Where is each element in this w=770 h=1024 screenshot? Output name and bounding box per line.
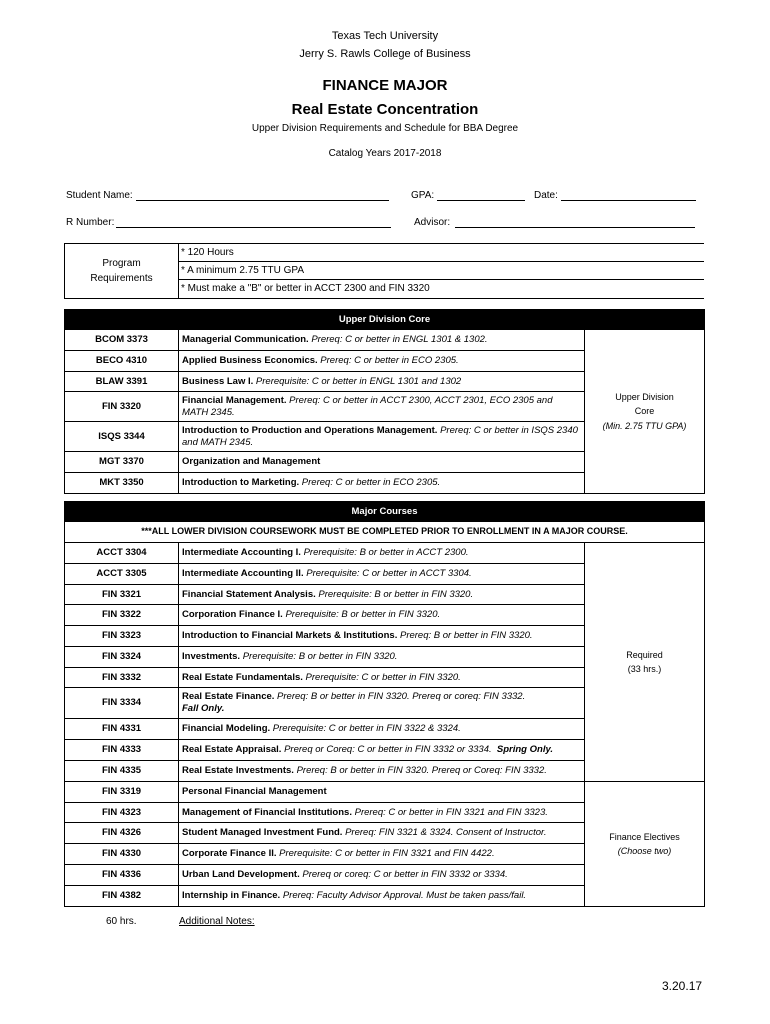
course-code: FIN 3320	[65, 392, 179, 422]
course-description: Personal Financial Management	[179, 782, 585, 803]
course-description: Introduction to Marketing. Prereq: C or better in ECO 2305.	[179, 473, 585, 494]
course-code: BLAW 3391	[65, 372, 179, 392]
course-code: FIN 4323	[65, 803, 179, 823]
course-code: ACCT 3305	[65, 564, 179, 585]
course-description: Introduction to Production and Operations Management. Prereq: C or better in ISQS 2340 and MATH 2345.	[179, 422, 585, 452]
course-description: Managerial Communication. Prereq: C or better in ENGL 1301 & 1302.	[179, 330, 585, 351]
document-subtitle: Upper Division Requirements and Schedule for BBA Degree	[251, 123, 519, 134]
advisor-label: Advisor:	[414, 217, 451, 228]
course-code: ISQS 3344	[65, 422, 179, 452]
total-hours: 60 hrs.	[106, 916, 137, 927]
program-requirements-label: Program Requirements	[65, 244, 179, 298]
program-requirements	[64, 243, 704, 299]
course-row	[65, 543, 705, 564]
required-side-label: Required (33 hrs.)	[585, 543, 705, 782]
course-description: Student Managed Investment Fund. Prereq: FIN 3321 & 3324. Consent of Instructor.	[179, 823, 585, 844]
course-description: Financial Statement Analysis. Prerequisite: B or better in FIN 3320.	[179, 585, 585, 605]
course-description: Real Estate Appraisal. Prereq or Coreq: C or better in FIN 3332 or 3334. Spring Only.	[179, 740, 585, 761]
course-code: MKT 3350	[65, 473, 179, 494]
course-description: Business Law I. Prerequisite: C or better in ENGL 1301 and 1302	[179, 372, 585, 392]
course-code: BCOM 3373	[65, 330, 179, 351]
date-label: Date:	[534, 190, 558, 201]
course-code: FIN 3322	[65, 605, 179, 626]
course-description: Applied Business Economics. Prereq: C or better in ECO 2305.	[179, 351, 585, 372]
course-code: BECO 4310	[65, 351, 179, 372]
course-description: Financial Modeling. Prerequisite: C or better in FIN 3322 & 3324.	[179, 719, 585, 740]
upper-core-side-label: Upper Division Core (Min. 2.75 TTU GPA)	[585, 330, 705, 494]
course-code: FIN 4382	[65, 886, 179, 907]
course-description: Urban Land Development. Prereq or coreq: C or better in FIN 3332 or 3334.	[179, 865, 585, 886]
course-code: FIN 4336	[65, 865, 179, 886]
catalog-years: Catalog Years 2017-2018	[328, 148, 442, 159]
course-code: FIN 4335	[65, 761, 179, 782]
document-version: 3.20.17	[662, 979, 703, 993]
rnumber-label: R Number:	[66, 217, 115, 228]
course-code: FIN 3332	[65, 668, 179, 688]
gpa-label: GPA:	[411, 190, 435, 201]
course-description: Real Estate Finance. Prereq: B or better in FIN 3320. Prereq or coreq: FIN 3332. Fall Only.	[179, 688, 585, 719]
course-code: FIN 3334	[65, 688, 179, 719]
college-name: Jerry S. Rawls College of Business	[299, 48, 471, 60]
course-code: FIN 3319	[65, 782, 179, 803]
course-code: FIN 4331	[65, 719, 179, 740]
course-description: Introduction to Financial Markets & Institutions. Prereq: B or better in FIN 3320.	[179, 626, 585, 647]
course-code: FIN 3321	[65, 585, 179, 605]
student-name-label: Student Name:	[66, 190, 133, 201]
course-code: FIN 3323	[65, 626, 179, 647]
course-description: Intermediate Accounting I. Prerequisite: B or better in ACCT 2300.	[179, 543, 585, 564]
course-description: Investments. Prerequisite: B or better in FIN 3320.	[179, 647, 585, 668]
additional-notes-label: Additional Notes:	[179, 916, 255, 927]
course-description: Internship in Finance. Prereq: Faculty Advisor Approval. Must be taken pass/fail.	[179, 886, 585, 907]
course-code: ACCT 3304	[65, 543, 179, 564]
program-requirement-item: * A minimum 2.75 TTU GPA	[179, 262, 704, 280]
gpa-field[interactable]	[437, 200, 525, 201]
upper-core-header: Upper Division Core	[65, 310, 705, 330]
major-courses-table	[64, 501, 705, 907]
course-row	[65, 782, 705, 803]
course-code: MGT 3370	[65, 452, 179, 473]
program-requirement-item: * 120 Hours	[179, 244, 704, 262]
lower-division-warning: ***ALL LOWER DIVISION COURSEWORK MUST BE COMPLETED PRIOR TO ENROLLMENT IN A MAJOR COURSE.	[65, 522, 705, 543]
course-description: Organization and Management	[179, 452, 585, 473]
course-code: FIN 4330	[65, 844, 179, 865]
course-description: Corporation Finance I. Prerequisite: B or better in FIN 3320.	[179, 605, 585, 626]
program-requirement-item: * Must make a "B" or better in ACCT 2300 and FIN 3320	[181, 283, 430, 294]
major-title: FINANCE MAJOR	[322, 77, 448, 94]
course-description: Management of Financial Institutions. Prereq: C or better in FIN 3321 and FIN 3323.	[179, 803, 585, 823]
rnumber-field[interactable]	[116, 227, 391, 228]
course-code: FIN 4326	[65, 823, 179, 844]
upper-division-core-table	[64, 309, 705, 494]
course-description: Corporate Finance II. Prerequisite: C or better in FIN 3321 and FIN 4422.	[179, 844, 585, 865]
concentration-title: Real Estate Concentration	[291, 101, 479, 118]
course-description: Financial Management. Prereq: C or better in ACCT 2300, ACCT 2301, ECO 2305 and MATH 2345.	[179, 392, 585, 422]
date-field[interactable]	[561, 200, 696, 201]
student-name-field[interactable]	[136, 200, 389, 201]
university-name: Texas Tech University	[331, 30, 439, 42]
course-row	[65, 330, 705, 351]
course-description: Intermediate Accounting II. Prerequisite: C or better in ACCT 3304.	[179, 564, 585, 585]
course-code: FIN 4333	[65, 740, 179, 761]
advisor-field[interactable]	[455, 227, 695, 228]
course-description: Real Estate Fundamentals. Prerequisite: C or better in FIN 3320.	[179, 668, 585, 688]
electives-side-label: Finance Electives (Choose two)	[585, 782, 705, 907]
course-code: FIN 3324	[65, 647, 179, 668]
course-description: Real Estate Investments. Prereq: B or better in FIN 3320. Prereq or Coreq: FIN 3332.	[179, 761, 585, 782]
major-courses-header: Major Courses	[65, 502, 705, 522]
